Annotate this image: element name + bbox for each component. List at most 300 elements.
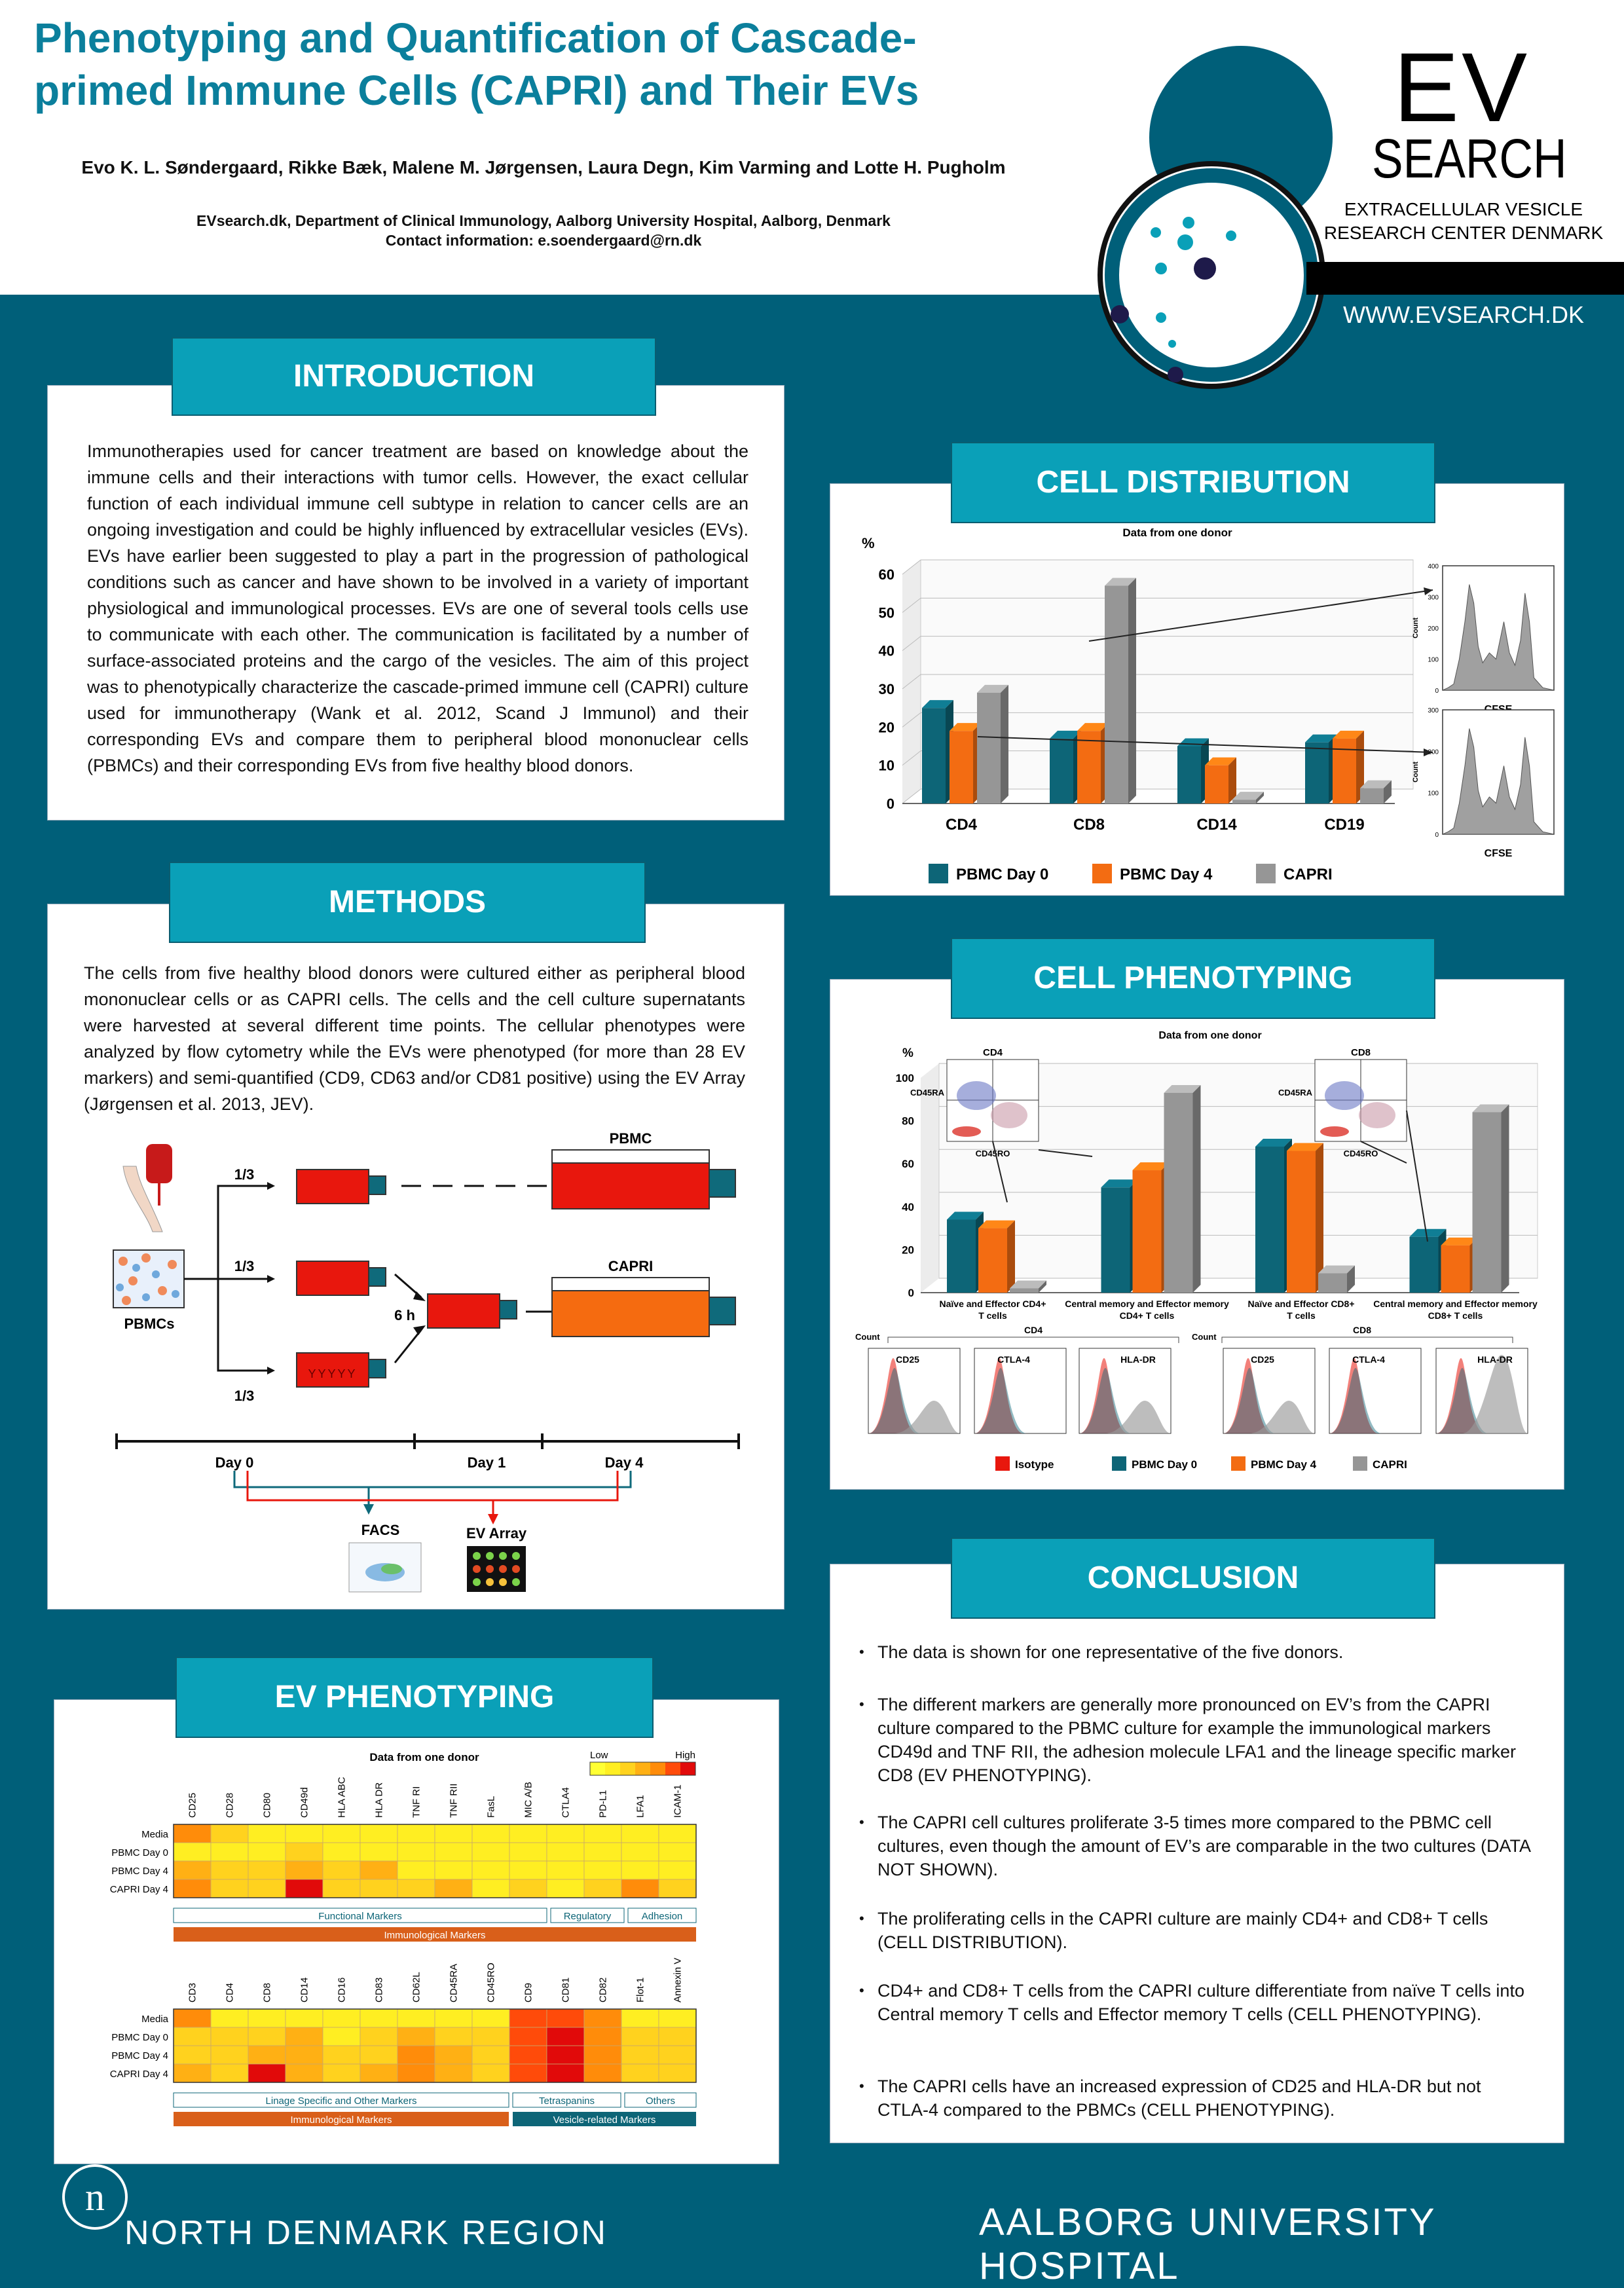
x-tick-label-line1: Central memory and Effector memory: [1373, 1299, 1538, 1309]
heatmap-col-label: CD81: [560, 1977, 572, 2002]
heatmap-cell: [360, 1879, 397, 1898]
logo-ev-text: EV: [1393, 32, 1530, 142]
cell-distribution-chart: [830, 484, 1565, 895]
heatmap-band-label: Immunological Markers: [290, 2114, 392, 2126]
heatmap-row-label: Media: [141, 1829, 168, 1840]
heatmap-band-label: Immunological Markers: [384, 1930, 486, 1941]
heatmap-cell: [584, 2009, 621, 2027]
chart-title: Data from one donor: [1158, 1030, 1262, 1041]
ev-phenotyping-panel: [54, 1699, 779, 2164]
heatmap-cell: [286, 1879, 323, 1898]
heatmap-cell: [248, 1879, 286, 1898]
conclusion-bullet-2: • The different markers are generally more pronounced on EV’s from the CAPRI culture compared to the PBMC culture for example the immunological markers CD49d and TNF RII, the adhesion molecule LFA1 and the lineage specific marker CD8 (EV PHENOTYPING).: [877, 1693, 1532, 1787]
heatmap-cell: [286, 2046, 323, 2064]
inset-ytick-label: 100: [1428, 656, 1439, 664]
heatmap-cell: [323, 1861, 360, 1879]
dotplot-cloud: [1325, 1081, 1364, 1110]
y-tick-label: 100: [895, 1072, 914, 1084]
conclusion-bullet-6: • The CAPRI cells have an increased expression of CD25 and HLA-DR but not CTLA-4 compared to the PBMCs (CELL PHENOTYPING).: [877, 2075, 1532, 2122]
heatmap-cell: [174, 1824, 211, 1843]
bar-pbmc-day-0: [922, 708, 946, 803]
heatmap-row-label: PBMC Day 4: [111, 1866, 168, 1877]
heatmap-col-label: CD45RO: [485, 1963, 497, 2002]
heatmap-cell: [397, 1861, 435, 1879]
heatmap-cell: [509, 1861, 547, 1879]
day4-label: Day 4: [604, 1454, 644, 1471]
intro-heading: INTRODUCTION: [172, 337, 656, 416]
heatmap-col-label: CD3: [187, 1982, 198, 2002]
heatmap-cell: [584, 1843, 621, 1861]
six-hours-label: 6 h: [394, 1307, 415, 1323]
heatmap-row-label: PBMC Day 4: [111, 2050, 168, 2061]
heatmap-group-label: Adhesion: [641, 1911, 683, 1922]
bar-capri: [977, 693, 1001, 803]
heatmap-cell: [323, 2064, 360, 2082]
heatmap-cell: [248, 1861, 286, 1879]
heatmap-row-label: PBMC Day 0: [111, 1847, 168, 1858]
heatmap-col-label: TNF RI: [411, 1786, 422, 1818]
heatmap-cell: [584, 1879, 621, 1898]
logo-sub-line1: EXTRACELLULAR VESICLE: [1344, 199, 1583, 219]
colorbar-cell: [665, 1762, 680, 1775]
legend-label: PBMC Day 0: [956, 866, 1049, 883]
colorbar-cell: [650, 1762, 665, 1775]
logo-subtitle: [1310, 198, 1617, 245]
heatmap-cell: [547, 2027, 584, 2046]
third-label-top: 1/3: [234, 1166, 255, 1183]
heatmap-col-label: CD14: [299, 1977, 310, 2002]
x-tick-label-line2: T cells: [1287, 1310, 1316, 1321]
heatmap-cell: [360, 2064, 397, 2082]
footer-region: NORTH DENMARK REGION: [124, 2214, 608, 2252]
bar-pbmc-day-0: [1305, 743, 1329, 803]
heatmap-cell: [621, 2027, 659, 2046]
heatmap-cell: [323, 2009, 360, 2027]
heatmap-cell: [397, 2027, 435, 2046]
heatmap-cell: [397, 2009, 435, 2027]
bar-capri: [1105, 586, 1128, 804]
y-tick-label: 60: [878, 566, 895, 583]
legend-swatch: [995, 1456, 1010, 1471]
heatmap-cell: [211, 1861, 248, 1879]
bar-pbmc-day-0: [947, 1219, 976, 1293]
heatmap-cell: [435, 1824, 472, 1843]
third-label-mid: 1/3: [234, 1258, 255, 1274]
bar-pbmc-day-4: [1205, 766, 1228, 803]
contact-line: Contact information: e.soendergaard@rn.dk: [385, 232, 702, 249]
heatmap-cell: [360, 1861, 397, 1879]
dotplot-cloud: [952, 1126, 981, 1137]
heatmap-cell: [509, 2046, 547, 2064]
conclusion-bullet-1: • The data is shown for one representative of the five donors.: [877, 1640, 1532, 1664]
ev-array-label: EV Array: [466, 1525, 527, 1541]
heatmap-cell: [659, 2009, 696, 2027]
legend-label: PBMC Day 0: [1132, 1458, 1198, 1471]
heatmap-col-label: CD82: [597, 1977, 609, 2002]
heatmap-cell: [621, 1843, 659, 1861]
logo-sub-line2: RESEARCH CENTER DENMARK: [1323, 223, 1604, 243]
heatmap-cell: [659, 1824, 696, 1843]
day1-label: Day 1: [467, 1454, 506, 1471]
heatmap-cell: [286, 2027, 323, 2046]
heatmap-cell: [509, 2027, 547, 2046]
heatmap-group-label: Others: [645, 2095, 676, 2107]
heatmap-cell: [360, 1824, 397, 1843]
capri-flask-label: CAPRI: [608, 1258, 654, 1274]
y-tick-label: 40: [878, 642, 895, 659]
heatmap-cell: [435, 2064, 472, 2082]
footer-hospital: AALBORG UNIVERSITY HOSPITAL: [979, 2201, 1436, 2287]
heatmap-row-label: CAPRI Day 4: [109, 1884, 168, 1895]
dotplot-title: CD8: [1350, 1047, 1371, 1058]
bar-pbmc-day-4-side: [1007, 1221, 1015, 1293]
legend-label: CAPRI: [1283, 866, 1333, 883]
pbmc-flask-label: PBMC: [609, 1130, 652, 1147]
heatmap-group-label: Functional Markers: [318, 1911, 402, 1922]
dotplot-ylabel: CD45RA: [910, 1088, 944, 1098]
bar-pbmc-day-4: [978, 1228, 1007, 1293]
histogram-count-label: Count: [1192, 1332, 1217, 1342]
heatmap-cell: [435, 1843, 472, 1861]
colorbar-low: Low: [590, 1750, 608, 1761]
x-tick-label-line2: CD8+ T cells: [1428, 1310, 1483, 1321]
y-tick-label: 60: [902, 1158, 914, 1171]
group-bracket: [888, 1337, 1179, 1343]
dotplot-xlabel: CD45RO: [1343, 1149, 1378, 1158]
inset-ytick-label: 0: [1435, 688, 1439, 695]
heatmap-cell: [472, 1824, 509, 1843]
conclusion-heading: CONCLUSION: [951, 1538, 1435, 1619]
bar-pbmc-day-4: [1333, 739, 1356, 803]
cell-phenotyping-heading: CELL PHENOTYPING: [951, 938, 1435, 1019]
legend-swatch: [1092, 864, 1112, 883]
heatmap-cell: [584, 1861, 621, 1879]
inset-ytick-label: 200: [1428, 625, 1439, 633]
heatmap-cell: [286, 2064, 323, 2082]
heatmap-cell: [472, 1879, 509, 1898]
legend-label: PBMC Day 4: [1251, 1458, 1317, 1471]
facs-label: FACS: [361, 1522, 400, 1538]
heatmap-col-label: CTLA4: [560, 1787, 572, 1818]
heatmap-col-label: CD49d: [299, 1787, 310, 1818]
heatmap-col-label: Annexin V: [672, 1957, 684, 2002]
bar-capri: [1164, 1093, 1193, 1293]
heatmap-cell: [248, 2046, 286, 2064]
legend-label: CAPRI: [1373, 1458, 1407, 1471]
histogram-title: CD25: [1251, 1354, 1274, 1365]
heatmap-cell: [547, 1824, 584, 1843]
heatmap-cell: [211, 1824, 248, 1843]
heatmap-row-label: PBMC Day 0: [111, 2032, 168, 2043]
third-label-bottom: 1/3: [234, 1388, 255, 1404]
inset-ytick-label: 400: [1428, 563, 1439, 570]
heatmap-cell: [547, 1861, 584, 1879]
cell-phenotyping-panel: [830, 979, 1564, 1490]
conclusion-bullet-5: • CD4+ and CD8+ T cells from the CAPRI culture differentiate from naïve T cells into Central memory T cells and Effector memory T cells (CELL PHENOTYPING).: [877, 1979, 1532, 2026]
histogram-title: CTLA-4: [997, 1354, 1030, 1365]
heatmap-cell: [621, 2064, 659, 2082]
heatmap-cell: [248, 1824, 286, 1843]
heatmap-cell: [584, 2046, 621, 2064]
histogram-title: HLA-DR: [1120, 1354, 1156, 1365]
dotplot-cloud: [957, 1081, 996, 1110]
legend-swatch: [1353, 1456, 1367, 1471]
logo-bar: [1306, 262, 1624, 295]
heatmap-cell: [435, 2046, 472, 2064]
heatmap-cell: [248, 2027, 286, 2046]
logo-url: WWW.EVSEARCH.DK: [1342, 301, 1584, 328]
heatmap-cell: [472, 2009, 509, 2027]
heatmap-col-label: LFA1: [635, 1794, 646, 1818]
heatmap-cell: [323, 2027, 360, 2046]
dotplot-cloud: [991, 1102, 1027, 1128]
y-tick-label: 20: [878, 719, 895, 736]
bar-capri-side: [1193, 1085, 1201, 1293]
heatmap-cell: [211, 1879, 248, 1898]
heatmap-group-label: Regulatory: [563, 1911, 612, 1922]
legend-label: PBMC Day 4: [1120, 866, 1213, 883]
y-unit-label: %: [902, 1046, 913, 1060]
heatmap-cell: [286, 1824, 323, 1843]
heatmap-cell: [174, 2027, 211, 2046]
heatmap-cell: [547, 1879, 584, 1898]
heatmap-cell: [509, 2009, 547, 2027]
colorbar-cell: [605, 1762, 620, 1775]
y-tick-label: 30: [878, 681, 895, 697]
y-tick-label: 0: [886, 796, 895, 812]
heatmap-row-label: Media: [141, 2014, 168, 2025]
bar-capri: [1010, 1288, 1039, 1293]
histogram-title: CD25: [896, 1354, 919, 1365]
heatmap-col-label: HLA ABC: [336, 1777, 348, 1818]
bar-capri: [1232, 800, 1256, 803]
heatmap-cell: [659, 2027, 696, 2046]
heatmap-cell: [472, 2027, 509, 2046]
heatmap-cell: [472, 1843, 509, 1861]
bar-pbmc-day-4-side: [1228, 758, 1236, 803]
cell-distribution-panel: [830, 483, 1564, 896]
cell-distribution-heading: CELL DISTRIBUTION: [951, 442, 1435, 523]
heatmap-col-label: CD80: [261, 1792, 273, 1818]
heatmap-title: Data from one donor: [369, 1751, 479, 1763]
heatmap-cell: [584, 1824, 621, 1843]
heatmap-col-label: CD62L: [411, 1972, 422, 2002]
inset-ytick-label: 0: [1435, 832, 1439, 839]
heatmap-cell: [248, 2064, 286, 2082]
intro-panel: [47, 385, 784, 821]
affiliation-line: EVsearch.dk, Department of Clinical Immunology, Aalborg University Hospital, Aalborg, Denmark: [196, 212, 891, 229]
bar-pbmc-day-4: [950, 731, 973, 803]
heatmap-cell: [174, 2064, 211, 2082]
heatmap-cell: [547, 1843, 584, 1861]
affiliation: [0, 211, 1087, 250]
histogram-count-label: Count: [855, 1332, 880, 1342]
day0-label: Day 0: [215, 1454, 254, 1471]
heatmap-col-label: CD25: [187, 1792, 198, 1818]
x-tick-label: CD19: [1324, 816, 1365, 834]
y-tick-label: 0: [908, 1287, 914, 1299]
heatmap-cell: [509, 1843, 547, 1861]
dotplot-xlabel: CD45RO: [975, 1149, 1010, 1158]
x-tick-label: CD14: [1196, 816, 1237, 834]
x-tick-label: CD8: [1073, 816, 1105, 834]
bar-pbmc-day-0: [1101, 1187, 1130, 1293]
heatmap-row-label: CAPRI Day 4: [109, 2069, 168, 2080]
heatmap-cell: [360, 2027, 397, 2046]
heatmap-cell: [435, 1861, 472, 1879]
colorbar-cell: [620, 1762, 635, 1775]
heatmap-cell: [248, 2009, 286, 2027]
bar-pbmc-day-4: [1287, 1151, 1316, 1293]
heatmap-cell: [286, 2009, 323, 2027]
heatmap-cell: [323, 1824, 360, 1843]
inset-ytick-label: 300: [1428, 707, 1439, 714]
heatmap-cell: [621, 1824, 659, 1843]
dotplot-title: CD4: [982, 1047, 1003, 1058]
heatmap-cell: [509, 1879, 547, 1898]
bar-capri-side: [1502, 1104, 1509, 1293]
dotplot-cloud: [1320, 1126, 1349, 1137]
heatmap-cell: [435, 2027, 472, 2046]
x-tick-label-line1: Naïve and Effector CD8+: [1247, 1299, 1355, 1309]
y-tick-label: 20: [902, 1244, 914, 1257]
heatmap-cell: [174, 1843, 211, 1861]
x-tick-label-line2: T cells: [978, 1310, 1007, 1321]
inset-ytick-label: 200: [1428, 748, 1439, 756]
x-tick-label-line1: Central memory and Effector memory: [1065, 1299, 1229, 1309]
inset-ylabel: Count: [1412, 618, 1420, 638]
colorbar-cell: [635, 1762, 650, 1775]
heatmap-band-label: Vesicle-related Markers: [553, 2114, 656, 2126]
chart-title: Data from one donor: [1122, 526, 1232, 539]
legend-swatch: [1112, 1456, 1126, 1471]
logo-search-text: SEARCH: [1372, 128, 1567, 189]
inset-ylabel: Count: [1412, 762, 1420, 783]
heatmap-group-label: Linage Specific and Other Markers: [265, 2095, 417, 2107]
heatmap-cell: [323, 1879, 360, 1898]
bar-pbmc-day-0: [1255, 1147, 1284, 1293]
y-tick-label: 80: [902, 1115, 914, 1128]
heatmap-cell: [174, 2009, 211, 2027]
x-tick-label: CD4: [945, 816, 978, 834]
heatmap-cell: [659, 1843, 696, 1861]
heatmap-col-label: FasL: [485, 1796, 497, 1818]
inset-ytick-label: 300: [1428, 594, 1439, 602]
x-tick-label-line2: CD4+ T cells: [1119, 1310, 1175, 1321]
legend-swatch: [929, 864, 948, 883]
heatmap-cell: [174, 1879, 211, 1898]
heatmap-col-label: MIC A/B: [523, 1781, 534, 1818]
bar-capri-side: [1001, 685, 1008, 803]
heatmap-cell: [659, 2064, 696, 2082]
heatmap-cell: [248, 1843, 286, 1861]
bar-pbmc-day-0: [1177, 747, 1201, 804]
bar-pbmc-day-0: [1050, 739, 1073, 803]
inset-ytick-label: 100: [1428, 790, 1439, 798]
antibody-symbols: YYYYY: [308, 1367, 358, 1380]
heatmap-cell: [286, 1843, 323, 1861]
heatmap-cell: [435, 1879, 472, 1898]
heatmap-col-label: CD4: [224, 1982, 236, 2002]
x-tick-label-line1: Naïve and Effector CD4+: [939, 1299, 1046, 1309]
histogram-title: HLA-DR: [1477, 1354, 1513, 1365]
heatmap-cell: [509, 1824, 547, 1843]
methods-heading: METHODS: [169, 862, 646, 943]
heatmap-cell: [397, 1824, 435, 1843]
y-tick-label: 10: [878, 757, 895, 774]
heatmap-cell: [360, 1843, 397, 1861]
heatmap-col-label: ICAM-1: [672, 1784, 684, 1818]
histogram-group-label: CD4: [1024, 1325, 1043, 1335]
heatmap-cell: [547, 2046, 584, 2064]
y-unit-label: %: [862, 535, 875, 551]
histogram-group-label: CD8: [1352, 1325, 1372, 1335]
methods-diagram: [48, 1130, 785, 1598]
heatmap-cell: [174, 1861, 211, 1879]
heatmap-col-label: HLA DR: [373, 1782, 385, 1818]
heatmap-col-label: CD16: [336, 1977, 348, 2002]
colorbar-cell: [590, 1762, 605, 1775]
plot-wall-left: [921, 1063, 939, 1293]
methods-panel: [47, 904, 784, 1610]
heatmap-col-label: CD28: [224, 1792, 236, 1818]
bar-capri-side: [1128, 578, 1136, 804]
heatmap-cell: [472, 2064, 509, 2082]
heatmap-cell: [286, 1861, 323, 1879]
heatmap-col-label: PD-L1: [597, 1790, 609, 1818]
bar-pbmc-day-4: [1441, 1245, 1470, 1293]
conclusion-bullet-4: • The proliferating cells in the CAPRI culture are mainly CD4+ and CD8+ T cells (CELL DISTRIBUTION).: [877, 1907, 1532, 1954]
heatmap-cell: [659, 1879, 696, 1898]
legend-label: Isotype: [1015, 1458, 1054, 1471]
heatmap-cell: [323, 1843, 360, 1861]
heatmap-cell: [323, 2046, 360, 2064]
heatmap-cell: [472, 1861, 509, 1879]
pbmcs-label: PBMCs: [124, 1316, 175, 1332]
conclusion-bullet-3: • The CAPRI cell cultures proliferate 3-5 times more compared to the PBMC cell cultures, even though the amount of EV’s are comparable in the two cultures (DATA NOT SHOWN).: [877, 1811, 1532, 1881]
dotplot-cloud: [1359, 1102, 1395, 1128]
heatmap-cell: [211, 2064, 248, 2082]
heatmap-cell: [621, 2009, 659, 2027]
y-tick-label: 50: [878, 604, 895, 621]
heatmap-cell: [211, 2027, 248, 2046]
heatmap-cell: [621, 2046, 659, 2064]
dotplot-ylabel: CD45RA: [1278, 1088, 1312, 1098]
bar-capri: [1360, 788, 1384, 803]
heatmap-cell: [174, 2046, 211, 2064]
heatmap-col-label: CD9: [523, 1982, 534, 2002]
bar-capri: [1318, 1273, 1347, 1293]
heatmap-cell: [211, 1843, 248, 1861]
heatmap-cell: [547, 2009, 584, 2027]
y-tick-label: 40: [902, 1200, 914, 1213]
heatmap-cell: [659, 2046, 696, 2064]
heatmap-cell: [659, 1861, 696, 1879]
ev-phenotyping-heading: EV PHENOTYPING: [175, 1657, 654, 1738]
heatmap-col-label: CD45RA: [448, 1963, 460, 2002]
heatmap-col-label: CD8: [261, 1982, 273, 2002]
authors: Evo K. L. Søndergaard, Rikke Bæk, Malene M. Jørgensen, Laura Degn, Kim Varming and Lotte H. Pugholm: [81, 157, 1006, 177]
colorbar-high: High: [675, 1750, 695, 1761]
heatmap-cell: [621, 1861, 659, 1879]
heatmap-cell: [211, 2009, 248, 2027]
histogram-title: CTLA-4: [1352, 1354, 1385, 1365]
north-denmark-logo-icon: n: [62, 2164, 128, 2230]
inset-xlabel: CFSE: [1484, 848, 1513, 859]
heatmap-cell: [397, 2046, 435, 2064]
poster-title: Phenotyping and Quantification of Cascade-primed Immune Cells (CAPRI) and Their EVs: [34, 14, 919, 114]
group-bracket: [1222, 1337, 1513, 1343]
